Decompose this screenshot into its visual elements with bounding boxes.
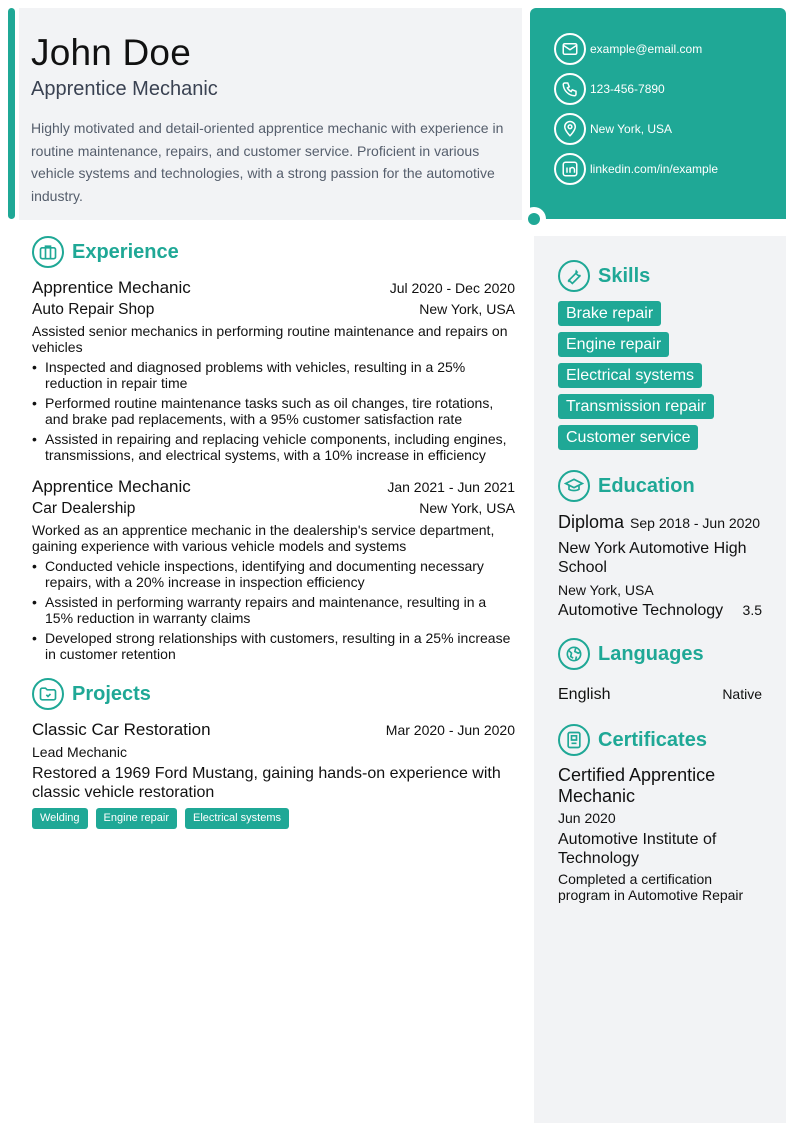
bullet-item: • Inspected and diagnosed problems with vehicles, resulting in a 25% reduction in repair time [32,359,515,391]
project-description: Restored a 1969 Ford Mustang, gaining hands-on experience with classic vehicle restoration [32,765,501,801]
location-text: New York, USA [590,121,673,136]
experience-title: Experience [72,240,179,263]
linkedin-icon [554,153,586,185]
contact-location [554,112,786,145]
certificate-date: Jun 2020 [558,810,616,826]
briefcase-icon [32,236,64,268]
job-role: Apprentice Mechanic [32,278,191,297]
education-field: Automotive Technology [558,602,724,619]
linkedin-text: linkedin.com/in/example [590,161,719,176]
graduation-cap-icon [558,470,590,502]
languages-title: Languages [598,642,704,665]
job-bullets [32,359,515,463]
email-text: example@email.com [590,41,703,56]
certificate-name: Certified Apprentice Mechanic [558,765,716,806]
phone-icon [554,73,586,105]
contact-email[interactable] [554,32,786,65]
education-gpa: 3.5 [742,602,762,618]
certificate-description: Completed a certification program in Automotive Repair [558,871,744,903]
project-role: Lead Mechanic [32,744,127,760]
language-item [558,686,762,704]
contact-phone[interactable] [554,72,786,105]
skills-list [558,301,762,456]
experience-item [32,477,515,662]
job-company: Car Dealership [32,500,136,517]
summary: Highly motivated and detail-oriented apprentice mechanic with experience in routine maintenance, repairs, and customer service. Proficient in various vehicle systems and technologies, with a strong passion for the automotive industry. [31,120,504,204]
sidebar [534,236,786,1123]
education-dates: Sep 2018 - Jun 2020 [630,515,761,531]
job-bullets [32,558,515,662]
job-description: Worked as an apprentice mechanic in the dealership's service department, gaining experience with various vehicle models and systems [32,522,495,554]
bullet-item: • Developed strong relationships with customers, resulting in a 25% increase in customer retention [32,630,515,662]
person-name: John Doe [31,32,191,73]
language-level: Native [722,686,762,702]
certificates-title: Certificates [598,728,707,751]
project-tag: Welding [32,808,88,829]
skill-pill: Electrical systems [558,363,702,388]
education-item [558,512,762,620]
job-location: New York, USA [419,301,515,317]
bullet-item: • Assisted in performing warranty repairs and maintenance, resulting in a 15% reduction in warranty claims [32,594,515,626]
job-dates: Jan 2021 - Jun 2021 [387,479,515,495]
project-item [32,720,515,829]
wrench-icon [558,260,590,292]
skill-pill: Customer service [558,425,698,450]
job-dates: Jul 2020 - Dec 2020 [389,280,515,296]
project-tag: Engine repair [96,808,177,829]
projects-title: Projects [72,682,151,705]
education-school: New York Automotive High School [558,540,747,576]
globe-icon [558,638,590,670]
project-tag: Electrical systems [185,808,289,829]
job-location: New York, USA [419,500,515,516]
phone-text: 123-456-7890 [590,81,665,96]
contact-linkedin[interactable] [554,152,786,185]
project-name: Classic Car Restoration [32,720,211,739]
skill-pill: Engine repair [558,332,669,357]
languages-heading [558,638,762,670]
job-company: Auto Repair Shop [32,301,155,318]
certificate-book-icon [558,724,590,756]
project-dates: Mar 2020 - Jun 2020 [385,722,515,738]
education-title: Education [598,474,695,497]
bullet-item: • Conducted vehicle inspections, identifying and documenting necessary repairs, with a 20% increase in inspection efficiency [32,558,515,590]
skill-pill: Transmission repair [558,394,714,419]
project-tags [32,808,515,829]
envelope-icon [554,33,586,65]
bullet-item: • Performed routine maintenance tasks such as oil changes, tire rotations, and brake pad replacements, with a 95% customer satisfaction rate [32,395,515,427]
header-panel [19,8,522,220]
headline-title: Apprentice Mechanic [31,78,218,100]
bullet-item: • Assisted in repairing and replacing vehicle components, including engines, transmissions, and electrical systems, with a 10% increase in efficiency [32,431,515,463]
skills-heading [558,260,762,292]
skills-title: Skills [598,264,651,287]
education-heading [558,470,762,502]
job-role: Apprentice Mechanic [32,477,191,496]
certificates-heading [558,724,762,756]
accent-bar [8,8,15,219]
certificate-item [558,765,762,903]
job-description: Assisted senior mechanics in performing routine maintenance and repairs on vehicles [32,323,508,355]
education-location: New York, USA [558,582,654,598]
folder-icon [32,678,64,710]
timeline-dot [528,213,540,225]
education-degree: Diploma [558,512,625,532]
language-name: English [558,686,611,703]
projects-heading [32,678,515,710]
main-column [32,236,515,829]
contact-panel [530,8,786,219]
skill-pill: Brake repair [558,301,661,326]
certificate-issuer: Automotive Institute of Technology [558,831,717,867]
experience-heading [32,236,515,268]
experience-item [32,278,515,463]
map-pin-icon [554,113,586,145]
